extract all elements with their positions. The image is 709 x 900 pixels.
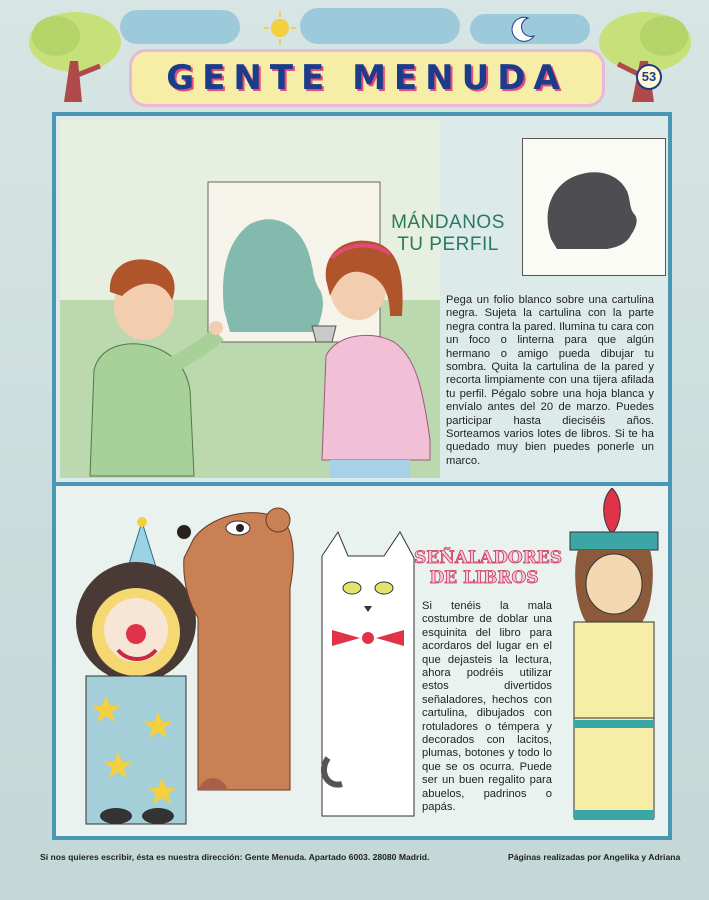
- bookmarks-title-line1: SEÑALADORES: [414, 548, 563, 568]
- page-footer: [40, 852, 700, 870]
- sun-icon: [262, 10, 298, 46]
- left-tree-illustration: [20, 6, 130, 106]
- footer-credits: Páginas realizadas por Angelika y Adriana: [508, 852, 681, 862]
- page-number: 53: [636, 64, 662, 90]
- masthead-title: GENTE MENUDA: [166, 58, 568, 98]
- feather-headdress-bookmark-illustration: [564, 488, 664, 832]
- silhouette-example-card: [522, 138, 666, 276]
- footer-address: Si nos quieres escribir, ésta es nuestra dirección: Gente Menuda. Apartado 6003. 28080 Madrid.: [40, 852, 430, 862]
- sky-cloud: [300, 8, 460, 44]
- bookmarks-panel: [52, 482, 672, 840]
- cat-bookmark-illustration: [318, 526, 418, 826]
- moon-icon: [508, 14, 538, 44]
- bookmarks-description: Si tenéis la mala costumbre de doblar una esquinita del libro para acordaros del lugar en el que dejasteis la lectura, ahora podréis utilizar estos divertidos señaladores, hechos con cartulina, dibujados con rotuladores o témpera y decorados con lacitos, plumas, botones y todo lo que se os ocurra. Puede ser un buen regalito para abuelos, padrinos o papás.: [422, 600, 552, 814]
- bookmarks-title: [414, 548, 563, 588]
- contest-instructions: Pega un folio blanco sobre una cartulina negra. Sujeta la cartulina con la parte negra contra la pared. Ilumina tu cara con un foco o linterna para que algún hermano o amigo pueda dibujar tu sombra. Quita la cartulina de la pared y recorta limpiamente con una tijera afilada tu perfil. Pégalo sobre una hoja blanca y envíalo antes del 20 de marzo. Puedes participar hasta dieciséis años. Sorteamos varios lotes de libros. Si te ha quedado muy bien puedes ponerle un marco.: [446, 294, 654, 467]
- right-tree-illustration: [590, 6, 700, 106]
- silhouette-image: [523, 139, 665, 275]
- contest-title-line2: TU PERFIL: [397, 234, 499, 255]
- profile-drawing-illustration: [60, 120, 440, 478]
- bear-bookmark-illustration: [174, 498, 304, 804]
- contest-title-line1: MÁNDANOS: [391, 212, 505, 233]
- masthead-banner: [132, 52, 602, 104]
- contest-title: [386, 212, 510, 256]
- bookmarks-title-line2: DE LIBROS: [429, 568, 539, 588]
- profile-contest-panel: [52, 112, 672, 486]
- page-header: [0, 0, 709, 112]
- sky-cloud: [120, 10, 240, 44]
